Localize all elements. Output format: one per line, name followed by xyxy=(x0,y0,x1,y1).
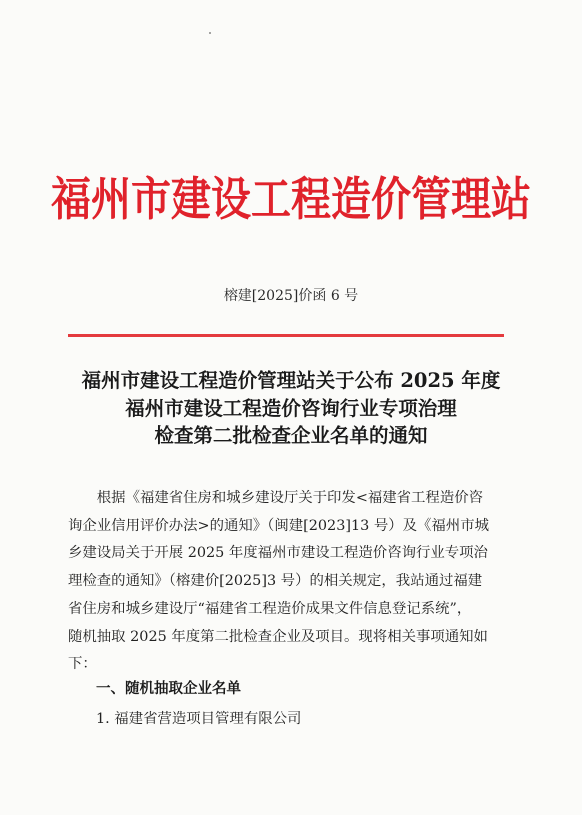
letterhead-organization: 福州市建设工程造价管理站 xyxy=(51,172,531,227)
body-line: 理检查的通知》（榕建价[2025]3 号）的相关规定，我站通过福建 xyxy=(68,573,483,590)
body-line: 省住房和城乡建设厅“福建省工程造价成果文件信息登记系统”， xyxy=(68,600,472,617)
body-line: 随机抽取 2025 年度第二批检查企业及项目。现将相关事项通知如 xyxy=(68,628,488,645)
scan-speck xyxy=(209,32,211,34)
company-list-item: 1. 福建省营造项目管理有限公司 xyxy=(96,711,302,727)
body-line: 乡建设局关于开展 2025 年度福州市建设工程造价咨询行业专项治 xyxy=(68,545,488,562)
notice-body-paragraph xyxy=(68,485,518,679)
document-number: 榕建[2025]价函 6 号 xyxy=(223,288,359,304)
body-line: 根据《福建省住房和城乡建设厅关于印发<福建省工程造价咨 xyxy=(68,490,483,506)
notice-title-line: 检查第二批检查企业名单的通知 xyxy=(154,424,428,447)
body-line: 询企业信用评价办法>的通知》（闽建[2023]13 号）及《福州市城 xyxy=(68,517,489,534)
letterhead-red-rule xyxy=(68,334,504,337)
body-line: 下： xyxy=(68,656,97,673)
notice-title-line: 福州市建设工程造价咨询行业专项治理 xyxy=(125,396,457,420)
section-heading: 一、随机抽取企业名单 xyxy=(96,681,241,697)
notice-title-line: 福州市建设工程造价管理站关于公布 2025 年度 xyxy=(81,369,501,392)
notice-title xyxy=(40,367,542,450)
